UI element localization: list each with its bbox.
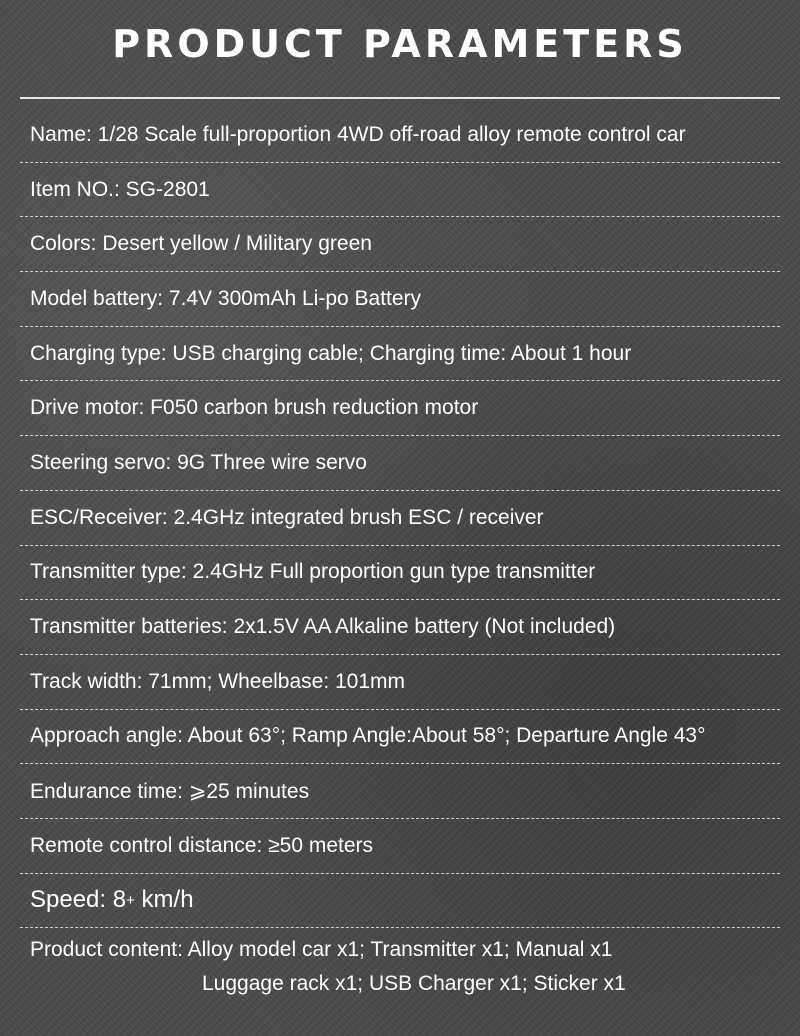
param-colors: Colors: Desert yellow / Military green (20, 217, 780, 272)
param-speed (20, 874, 780, 929)
parameters-list (20, 108, 780, 1018)
speed-prefix: Speed: 8 (30, 886, 127, 914)
content-line-1: Product content: Alloy model car x1; Transmitter x1; Manual x1 (30, 938, 613, 962)
param-angles: Approach angle: About 63°; Ramp Angle:About 58°; Departure Angle 43° (20, 710, 780, 765)
param-name: Name: 1/28 Scale full-proportion 4WD off-road alloy remote control car (20, 108, 780, 163)
param-remote-distance: Remote control distance: ≥50 meters (20, 819, 780, 874)
speed-superscript: + (126, 891, 135, 909)
param-item-no: Item NO.: SG-2801 (20, 163, 780, 218)
param-charging: Charging type: USB charging cable; Charging time: About 1 hour (20, 327, 780, 382)
param-transmitter-type: Transmitter type: 2.4GHz Full proportion gun type transmitter (20, 546, 780, 601)
param-model-battery: Model battery: 7.4V 300mAh Li-po Battery (20, 272, 780, 327)
page-title: PRODUCT PARAMETERS (112, 22, 688, 66)
param-track-wheelbase: Track width: 71mm; Wheelbase: 101mm (20, 655, 780, 710)
param-transmitter-batteries: Transmitter batteries: 2x1.5V AA Alkaline battery (Not included) (20, 600, 780, 655)
title-divider (20, 97, 780, 99)
param-esc-receiver: ESC/Receiver: 2.4GHz integrated brush ESC / receiver (20, 491, 780, 546)
speed-unit: km/h (134, 886, 194, 914)
param-endurance: Endurance time: ⩾25 minutes (20, 764, 780, 819)
content-line-2: Luggage rack x1; USB Charger x1; Sticker x1 (202, 972, 626, 996)
param-drive-motor: Drive motor: F050 carbon brush reduction motor (20, 381, 780, 436)
param-product-content (20, 928, 780, 1018)
param-steering-servo: Steering servo: 9G Three wire servo (20, 436, 780, 491)
